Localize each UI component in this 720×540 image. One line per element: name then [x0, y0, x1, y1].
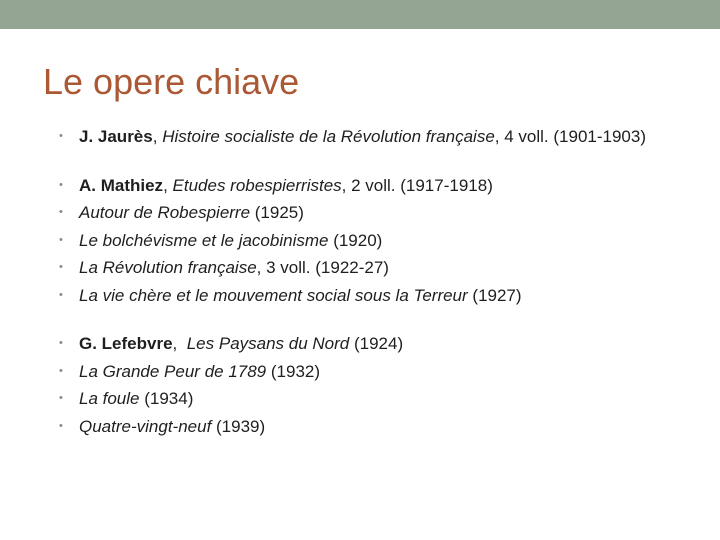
- list-item: [59, 123, 699, 151]
- work-detail: , 2 voll. (1917-1918): [341, 175, 493, 195]
- list-item: [59, 330, 699, 358]
- bullet-icon: •: [59, 364, 63, 377]
- bullet-icon: •: [59, 337, 63, 349]
- work-detail: , 4 voll. (1901-1903): [494, 127, 646, 146]
- list-item: [59, 282, 699, 310]
- works-list: [59, 123, 699, 440]
- work-detail: (1924): [349, 334, 404, 353]
- work-detail: (1934): [139, 389, 194, 408]
- jaures-group: [59, 123, 699, 151]
- work-title: Autour de Robespierre: [79, 203, 251, 222]
- work-title: La vie chère et le mouvement social sous la Terreur: [79, 285, 468, 305]
- work-detail: , 3 voll. (1922-27): [256, 258, 389, 277]
- mathiez-group: [59, 172, 699, 310]
- work-detail: (1920): [328, 230, 383, 250]
- bullet-icon: •: [59, 130, 63, 142]
- author-name: J. Jaurès: [79, 127, 153, 146]
- lefebvre-group: [59, 330, 699, 440]
- bullet-icon: •: [59, 392, 63, 404]
- author-name: G. Lefebvre: [79, 334, 173, 353]
- work-detail: (1932): [266, 361, 321, 381]
- author-name: A. Mathiez: [79, 175, 164, 195]
- work-detail: (1939): [211, 416, 266, 436]
- work-title: La Grande Peur de 1789: [79, 361, 267, 381]
- list-item: [59, 413, 699, 441]
- work-detail: (1927): [467, 285, 522, 305]
- list-item: [59, 227, 699, 255]
- work-title: Quatre-vingt-neuf: [79, 416, 212, 436]
- work-title: Histoire socialiste de la Révolution française: [162, 127, 495, 146]
- list-item: [59, 199, 699, 227]
- work-title: La foule: [79, 389, 140, 408]
- list-item: [59, 172, 699, 200]
- top-bar: [0, 0, 720, 29]
- list-item: [59, 385, 699, 413]
- bullet-icon: •: [59, 419, 63, 432]
- separator: ,: [163, 175, 173, 195]
- bullet-icon: •: [59, 233, 63, 246]
- bullet-icon: •: [59, 288, 63, 301]
- work-title: Le bolchévisme et le jacobinisme: [79, 230, 329, 250]
- bullet-icon: •: [59, 178, 63, 191]
- slide-title: Le opere chiave: [43, 61, 300, 102]
- work-title: Les Paysans du Nord: [186, 334, 350, 353]
- separator: ,: [172, 334, 187, 353]
- separator: ,: [152, 127, 163, 146]
- work-title: La Révolution française: [79, 258, 257, 277]
- work-title: Etudes robespierristes: [172, 175, 342, 195]
- work-detail: (1925): [250, 203, 304, 222]
- bullet-icon: •: [59, 206, 63, 218]
- bullet-icon: •: [59, 261, 63, 273]
- list-item: [59, 358, 699, 386]
- list-item: [59, 254, 699, 282]
